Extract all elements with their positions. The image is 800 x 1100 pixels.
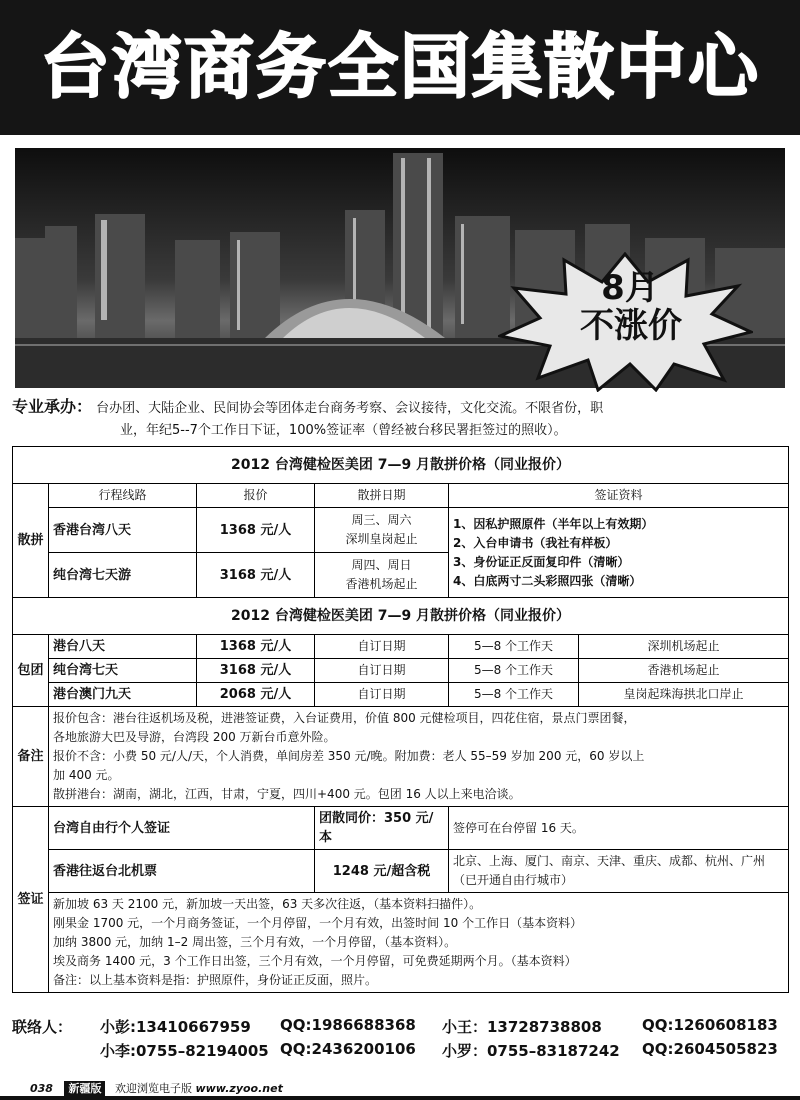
col-visa-docs: 签证资料 <box>449 484 789 508</box>
date-cell: 自订日期 <box>315 635 449 659</box>
route-cell: 港台八天 <box>49 635 197 659</box>
edition-tag: 新疆版 <box>64 1081 105 1096</box>
visa-doc-item: 1、因私护照原件（半年以上有效期） <box>453 516 654 531</box>
remarks-row <box>13 707 789 807</box>
remarks-line: 散拼港台：湖南，湖北，江西，甘肃，宁夏，四川+400 元。包团 16 人以上来电洽谈。 <box>53 787 521 801</box>
price-cell: 2068 元/人 <box>197 683 315 707</box>
footer-url[interactable]: www.zyoo.net <box>195 1082 283 1095</box>
workdays-cell: 5—8 个工作天 <box>449 635 579 659</box>
date-location: 深圳皇岗起止 <box>345 532 418 546</box>
price-cell: 1368 元/人 <box>197 508 315 553</box>
visa-stay: 签停可在台停留 16 天。 <box>453 820 584 835</box>
visa-doc-item: 2、入台申请书（我社有样板） <box>453 535 618 550</box>
visa-line: 备注：以上基本资料是指：护照原件，身份证正反面，照片。 <box>53 973 378 987</box>
table-row <box>13 683 789 707</box>
visa-row-2 <box>13 850 789 893</box>
group-header-row <box>13 484 789 508</box>
contacts-label: 联络人： <box>12 1018 73 1036</box>
intro-section <box>12 396 788 442</box>
route-cell: 纯台湾七天 <box>49 659 197 683</box>
workdays-cell: 5—8 个工作天 <box>449 683 579 707</box>
price-cell: 1368 元/人 <box>197 635 315 659</box>
footer-text: 欢迎浏览电子版 <box>114 1082 192 1095</box>
contacts-section <box>12 1014 788 1068</box>
remarks-line: 报价不含：小费 50 元/人/天，个人消费，单间房差 350 元/晚。附加费：老人 55–59 岁加 200 元，60 岁以上 <box>53 749 645 763</box>
remarks-side-label: 备注 <box>13 707 49 807</box>
intro-label: 专业承办： <box>12 397 93 416</box>
intro-line1: 台办团、大陆企业、民间协会等团体走台商务考察、会议接待，文化交流。不限省份，职 <box>96 401 604 416</box>
contact-qq: QQ:2604505823 <box>642 1040 778 1058</box>
departure-cell: 香港机场起止 <box>579 659 789 683</box>
table-row <box>13 635 789 659</box>
date-cell: 自订日期 <box>315 683 449 707</box>
remarks-line: 报价包含：港台往返机场及税，进港签证费，入台证费用，价值 800 元健检项目，四花住宿，景点门票团餐， <box>53 711 636 725</box>
visa-info-cell <box>449 807 789 850</box>
visa-line: 加纳 3800 元，加纳 1–2 周出签，三个月有效，一个月停留，（基本资料）。 <box>53 935 457 949</box>
free-visa-price: 团散同价：350 元/本 <box>315 807 449 850</box>
date-cell <box>315 553 449 598</box>
workdays-cell: 5—8 个工作天 <box>449 659 579 683</box>
flight-price: 1248 元/超含税 <box>315 850 449 893</box>
footer-rule <box>0 1096 800 1100</box>
table-row <box>13 508 789 553</box>
charter-side-label: 包团 <box>13 635 49 707</box>
page-number: 038 <box>30 1082 53 1095</box>
visa-lines-cell <box>49 893 789 993</box>
group-side-label: 散拼 <box>13 484 49 598</box>
flight-label: 香港往返台北机票 <box>49 850 315 893</box>
header-banner <box>0 0 800 135</box>
date-days: 周三、周六 <box>351 513 412 527</box>
contact-qq: QQ:1986688368 <box>280 1016 416 1034</box>
visa-line: 埃及商务 1400 元，3 个工作日出签，三个月有效，一个月停留，可免费延期两个月。（基本资料） <box>53 954 577 968</box>
remarks-line: 加 400 元。 <box>53 768 120 782</box>
charter-section-title: 2012 台湾健检医美团 7—9 月散拼价格（同业报价） <box>13 598 789 635</box>
remarks-cell <box>49 707 789 807</box>
contact-qq: QQ:1260608183 <box>642 1016 778 1034</box>
route-cell: 香港台湾八天 <box>49 508 197 553</box>
badge-no-price-rise: 不涨价 <box>580 306 682 346</box>
group-section-title: 2012 台湾健检医美团 7—9 月散拼价格（同业报价） <box>13 447 789 484</box>
date-days: 周四、周日 <box>351 558 412 572</box>
contact-phone: 小彭:13410667959 <box>100 1018 251 1036</box>
intro-line2: 业，年纪5--7个工作日下证，100%签证率（曾经被台移民署拒签过的照收）。 <box>120 423 567 438</box>
visa-cities: 北京、上海、厦门、南京、天津、重庆、成都、杭州、广州（已开通自由行城市） <box>449 850 789 893</box>
price-cell: 3168 元/人 <box>197 553 315 598</box>
free-visa-label: 台湾自由行个人签证 <box>49 807 315 850</box>
badge-month: 8月 <box>601 268 659 308</box>
visa-line: 新加坡 63 天 2100 元，新加坡一天出签，63 天多次往返，（基本资料扫描件）。 <box>53 897 482 911</box>
route-cell: 港台澳门九天 <box>49 683 197 707</box>
departure-cell: 皇岗起珠海拱北口岸止 <box>579 683 789 707</box>
contact-phone: 小李:0755–82194005 <box>100 1042 269 1060</box>
col-route: 行程线路 <box>49 484 197 508</box>
visa-doc-item: 3、身份证正反面复印件（清晰） <box>453 554 630 569</box>
page-title: 台湾商务全国集散中心 <box>40 26 760 108</box>
contact-phone: 小罗：0755–83187242 <box>442 1042 620 1060</box>
table-row <box>13 659 789 683</box>
visa-line: 刚果金 1700 元，一个月商务签证，一个月停留，一个月有效，出签时间 10 个工作日（基本资料） <box>53 916 583 930</box>
contact-qq: QQ:2436200106 <box>280 1040 416 1058</box>
visa-row-3 <box>13 893 789 993</box>
departure-cell: 深圳机场起止 <box>579 635 789 659</box>
date-cell: 自订日期 <box>315 659 449 683</box>
price-cell: 3168 元/人 <box>197 659 315 683</box>
visa-doc-item: 4、白底两寸二头彩照四张（清晰） <box>453 573 642 588</box>
visa-side-label: 签证 <box>13 807 49 993</box>
price-table <box>12 446 789 993</box>
visa-row-1 <box>13 807 789 850</box>
col-price: 报价 <box>197 484 315 508</box>
contact-phone: 小王：13728738808 <box>442 1018 602 1036</box>
route-cell: 纯台湾七天游 <box>49 553 197 598</box>
date-cell <box>315 508 449 553</box>
col-date: 散拼日期 <box>315 484 449 508</box>
remarks-line: 各地旅游大巴及导游，台湾段 200 万新台币意外险。 <box>53 730 336 744</box>
visa-docs-cell <box>449 508 789 598</box>
date-location: 香港机场起止 <box>345 577 418 591</box>
